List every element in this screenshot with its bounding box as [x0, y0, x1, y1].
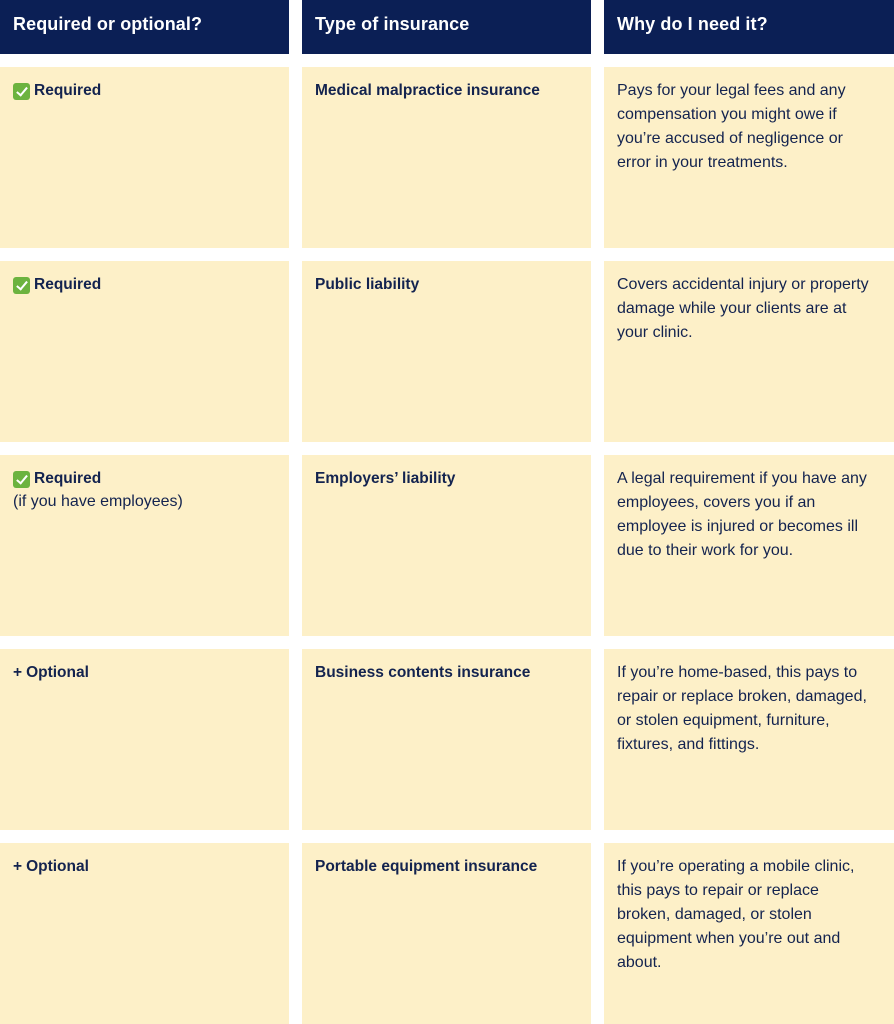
- row-type-cell: [302, 67, 591, 248]
- status-required: [13, 80, 277, 102]
- insurance-type-name: Medical malpractice insurance: [315, 82, 540, 99]
- insurance-type-name: Employers’ liability: [315, 470, 456, 487]
- insurance-reason: Covers accidental injury or property damage while your clients are at your clinic.: [617, 276, 869, 341]
- header-required-or-optional: Required or optional?: [0, 0, 289, 54]
- header-why-do-i-need-it: Why do I need it?: [604, 0, 894, 54]
- row-type-cell: [302, 649, 591, 830]
- row-why-cell: [604, 455, 894, 636]
- status-note: (if you have employees): [13, 493, 183, 510]
- row-status-cell: [0, 67, 289, 248]
- status-label: Required: [34, 470, 102, 487]
- insurance-reason: A legal requirement if you have any employees, covers you if an employee is injured or becomes ill due to their work for you.: [617, 470, 867, 559]
- plus-icon: +: [13, 664, 23, 681]
- status-label: Required: [34, 82, 102, 99]
- plus-icon: +: [13, 858, 23, 875]
- check-icon: [13, 83, 30, 100]
- row-status-cell: [0, 843, 289, 1024]
- row-why-cell: [604, 67, 894, 248]
- status-optional: [13, 662, 277, 684]
- check-icon: [13, 471, 30, 488]
- status-label: Optional: [26, 664, 89, 681]
- row-status-cell: [0, 649, 289, 830]
- row-status-cell: [0, 261, 289, 442]
- row-type-cell: [302, 843, 591, 1024]
- insurance-type-name: Portable equipment insurance: [315, 858, 538, 875]
- row-why-cell: [604, 843, 894, 1024]
- row-why-cell: [604, 649, 894, 830]
- insurance-reason: If you’re home-based, this pays to repair or replace broken, damaged, or stolen equipment, furniture, fixtures, and fittings.: [617, 664, 867, 753]
- row-why-cell: [604, 261, 894, 442]
- status-optional: [13, 856, 277, 878]
- status-label: Required: [34, 276, 102, 293]
- status-required: [13, 468, 277, 490]
- insurance-type-name: Public liability: [315, 276, 420, 293]
- status-required: [13, 274, 277, 296]
- status-label: Optional: [26, 858, 89, 875]
- row-status-cell: [0, 455, 289, 636]
- row-type-cell: [302, 455, 591, 636]
- check-icon: [13, 277, 30, 294]
- row-type-cell: [302, 261, 591, 442]
- insurance-type-name: Business contents insurance: [315, 664, 531, 681]
- insurance-reason: If you’re operating a mobile clinic, this pays to repair or replace broken, damaged, or stolen equipment when you’re out and about.: [617, 858, 855, 971]
- insurance-reason: Pays for your legal fees and any compensation you might owe if you’re accused of negligence or error in your treatments.: [617, 82, 846, 171]
- header-type-of-insurance: Type of insurance: [302, 0, 591, 54]
